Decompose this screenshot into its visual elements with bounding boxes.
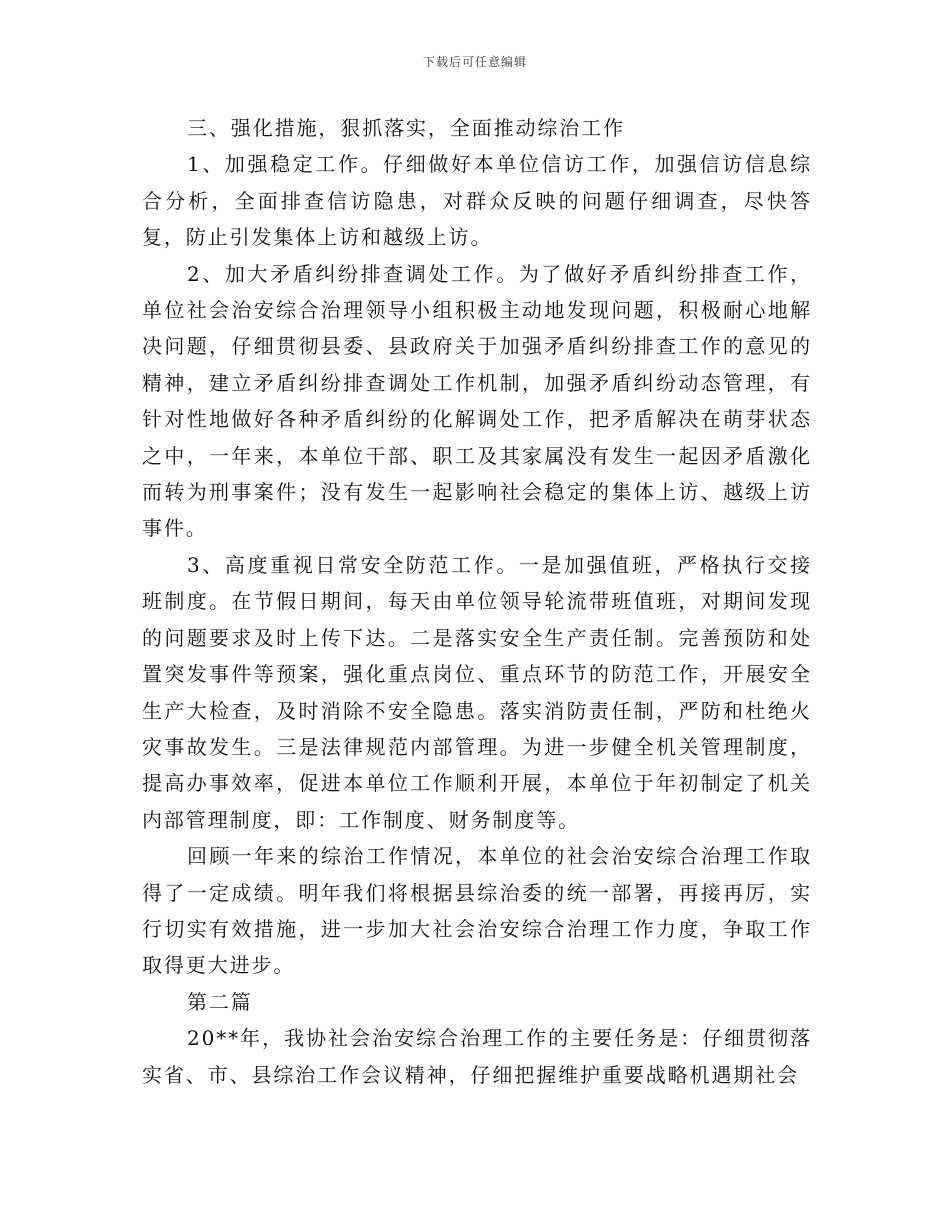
paragraph: 1、加强稳定工作。仔细做好本单位信访工作，加强信访信息综合分析，全面排查信访隐患，对群众反映的问题仔细调查，尽快答复，防止引发集体上访和越级上访。 — [142, 152, 812, 250]
document-body — [142, 110, 812, 1093]
page-header: 下载后可任意编辑 — [422, 55, 527, 69]
section-heading: 三、强化措施，狠抓落实，全面推动综治工作 — [187, 116, 625, 140]
paragraph: 20**年，我协社会治安综合治理工作的主要任务是：仔细贯彻落实省、市、县综治工作会议精神，仔细把握维护重要战略机遇期社会 — [142, 1026, 812, 1087]
paragraph: 回顾一年来的综治工作情况，本单位的社会治安综合治理工作取得了一定成绩。明年我们将根据县综治委的统一部署，再接再厉，实行切实有效措施，进一步加大社会治安综合治理工作力度，争取工作取得更大进步。 — [142, 844, 812, 978]
section-heading: 第二篇 — [187, 989, 253, 1014]
paragraph: 3、高度重视日常安全防范工作。一是加强值班，严格执行交接班制度。在节假日期间，每天由单位领导轮流带班值班，对期间发现的问题要求及时上传下达。二是落实安全生产责任制。完善预防和处置突发事件等预案，强化重点岗位、重点环节的防范工作，开展安全生产大检查，及时消除不安全隐患。落实消防责任制，严防和杜绝火灾事故发生。三是法律规范内部管理。为进一步健全机关管理制度，提高办事效率，促进本单位工作顺利开展，本单位于年初制定了机关内部管理制度，即：工作制度、财务制度等。 — [142, 552, 812, 832]
paragraph: 2、加大矛盾纠纷排查调处工作。为了做好矛盾纠纷排查工作，单位社会治安综合治理领导小组积极主动地发现问题，积极耐心地解决问题，仔细贯彻县委、县政府关于加强矛盾纠纷排查工作的意见的精神，建立矛盾纠纷排查调处工作机制，加强矛盾纠纷动态管理，有针对性地做好各种矛盾纠纷的化解调处工作，把矛盾解决在萌芽状态之中，一年来，本单位干部、职工及其家属没有发生一起因矛盾激化而转为刑事案件；没有发生一起影响社会稳定的集体上访、越级上访事件。 — [142, 261, 812, 541]
